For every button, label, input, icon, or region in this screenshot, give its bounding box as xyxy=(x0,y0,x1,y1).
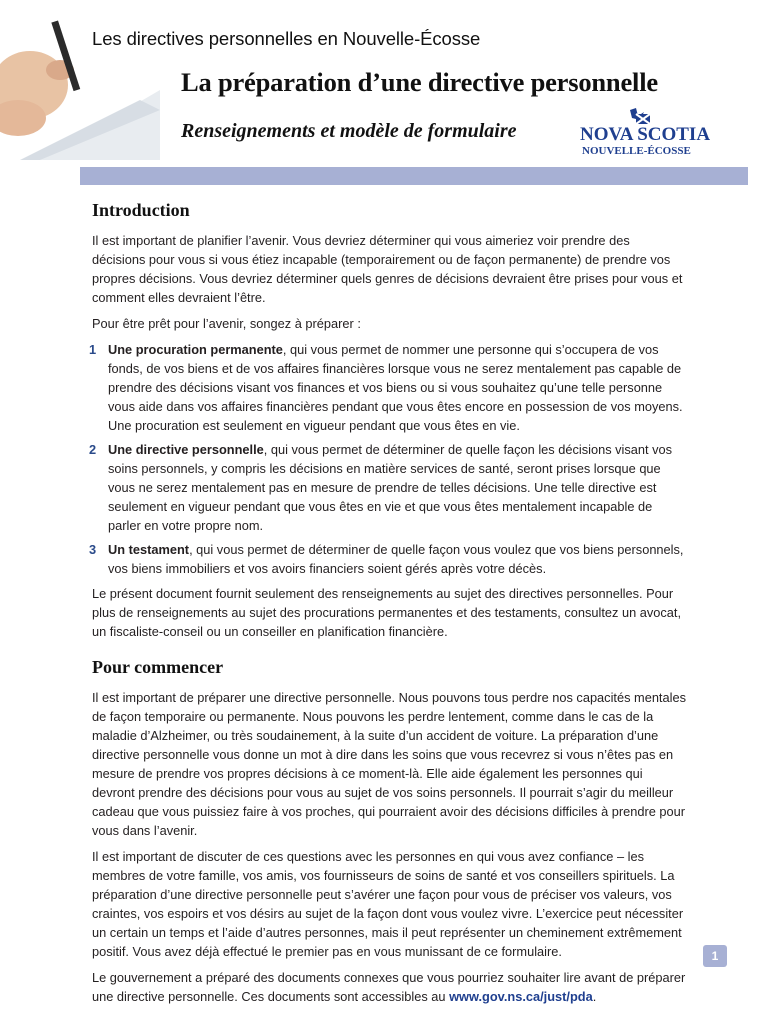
header-band xyxy=(80,167,748,185)
list-number: 3 xyxy=(89,542,97,557)
nova-scotia-logo xyxy=(578,108,711,158)
logo-line2: NOUVELLE-ÉCOSSE xyxy=(582,145,691,157)
logo-line1: NOVA SCOTIA xyxy=(580,124,711,145)
list-term: Une procuration permanente xyxy=(108,342,283,357)
list-number: 2 xyxy=(89,442,97,457)
page-subtitle: Renseignements et modèle de formulaire xyxy=(181,120,517,142)
start-paragraph-3: Le gouvernement a préparé des documents connexes que vous pourriez souhaiter lire avant de préparer une directive personnelle. Ces documents sont accessibles au www.gov.ns.ca/just/pda. xyxy=(92,970,686,1004)
list-term: Une directive personnelle xyxy=(108,442,264,457)
list-text: , qui vous permet de nommer une personne qui s’occupera de vos fonds, de vos biens et de vos affaires financières lorsque vous ne serez mentalement pas capable de prendre des décisions visant vos finances et vos biens ou si vous souhaitez qu’une telle personne vous aide dans vos affaires financières pendant que vous êtes encore en possession de vos moyens. Une procuration est seulement en vigueur pendant que vous êtes en vie. xyxy=(108,342,683,433)
series-title: Les directives personnelles en Nouvelle-Écosse xyxy=(92,28,481,49)
list-text: , qui vous permet de déterminer de quelle façon les décisions visant vos soins personnels, y compris les décisions en matière services de santé, seront prises lorsque que vous ne serez mentalement pas en mesure de prendre de telles décisions. Une telle directive est seulement en vigueur pendant que vous êtes en vie et que vous êtes mentalement incapable de parler en votre propre nom. xyxy=(108,442,673,533)
preparation-list xyxy=(89,340,686,578)
intro-paragraph-2: Pour être prêt pour l’avenir, songez à préparer : xyxy=(92,316,361,331)
page-number: 1 xyxy=(703,945,727,967)
intro-heading: Introduction xyxy=(92,200,190,220)
intro-paragraph-3: Le présent document fournit seulement des renseignements au sujet des directives personnelles. Pour plus de renseignements au sujet des procurations permanentes et des testaments, consultez un avocat, un fiscaliste-conseil ou un conseiller en planification financière. xyxy=(92,586,682,639)
pda-link[interactable]: www.gov.ns.ca/just/pda xyxy=(449,989,593,1004)
list-item xyxy=(89,540,686,578)
list-term: Un testament xyxy=(108,542,190,557)
list-text: , qui vous permet de déterminer de quelle façon vous voulez que vos biens personnels, vos biens immobiliers et vos avoirs financiers soient gérés après votre décès. xyxy=(108,542,684,576)
start-paragraph-2: Il est important de discuter de ces questions avec les personnes en qui vous avez confiance – les membres de votre famille, vos amis, vos fournisseurs de soins de santé et vos conseillers spirituels. La préparation d’une directive personnelle peut s’avérer une façon pour vous de préciser vos valeurs, vos craintes, vos espoirs et vos désirs au sujet de la façon dont vous voulez vivre. L’exercice peut nécessiter un certain un temps et l’aide d’autres personnes, mais il peut représenter un cheminement extrêmement positif. Vous avez déjà effectué le premier pas en vous munissant de ce formulaire. xyxy=(92,849,684,959)
start-heading: Pour commencer xyxy=(92,657,224,677)
start-paragraph-1: Il est important de préparer une directive personnelle. Nous pouvons tous perdre nos capacités mentales de façon temporaire ou permanente. Nous pouvons les perdre lentement, comme dans le cas de la maladie d’Alzheimer, ou très soudainement, à la suite d’un accident de voiture. La préparation d’une directive personnelle vous donne un mot à dire dans les soins que vous recevrez si vous n’êtes pas en mesure de prendre vos propres décisions à ce moment-là. Elle aide également les personnes qui devront prendre des décisions pour vous au sujet de vos soins personnels. Il pourrait s’agir du meilleur cadeau que vous puissiez faire à vos proches, qui pourraient avoir des décisions difficiles à prendre pour vous dans l’avenir. xyxy=(92,690,686,838)
list-number: 1 xyxy=(89,342,97,357)
main-content xyxy=(89,198,686,1013)
hand-writing-image xyxy=(0,0,160,160)
list-item xyxy=(89,440,686,535)
page-title: La préparation d’une directive personnelle xyxy=(181,67,658,97)
intro-paragraph-1: Il est important de planifier l’avenir. Vous devriez déterminer qui vous aimeriez voir prendre des décisions pour vous si vous étiez incapable (temporairement ou de façon permanente) de prendre vos propres décisions. Vous devriez déterminer quels genres de décisions devraient être prises pour vous et comment elles devraient l’être. xyxy=(92,233,683,305)
list-item xyxy=(89,340,686,435)
